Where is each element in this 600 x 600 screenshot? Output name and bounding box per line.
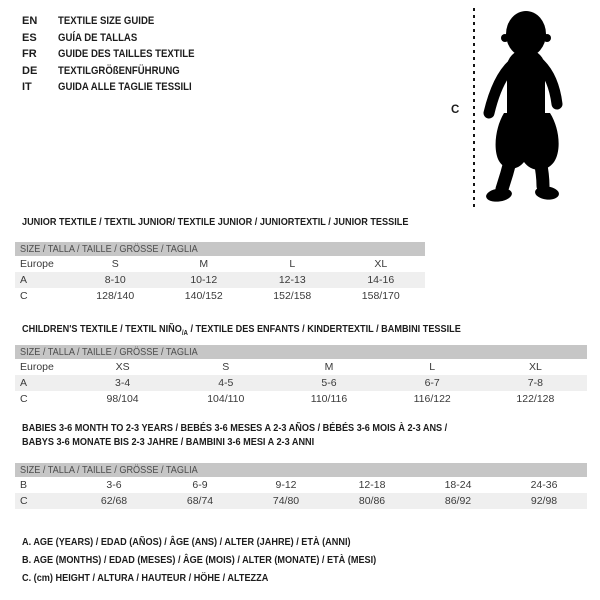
height-cell: 116/122 — [413, 393, 451, 405]
height-cell: 122/128 — [516, 393, 555, 405]
table-row — [15, 493, 587, 509]
table-row — [15, 477, 587, 493]
language-title: TEXTILE SIZE GUIDE — [58, 15, 155, 28]
legend-text-a: A. AGE (YEARS) / EDAD (AÑOS) / ÂGE (ANS) / ALTER (JAHRE) / ETÀ (ANNI) — [22, 536, 351, 549]
age-cell: 6-7 — [424, 377, 440, 389]
children-size-table — [15, 345, 587, 407]
legend-text-b: B. AGE (MONTHS) / EDAD (MESES) / ÂGE (MOIS) / ALTER (MONATE) / ETÀ (MESI) — [22, 554, 377, 567]
row-label: C — [20, 393, 28, 405]
language-code: FR — [22, 48, 37, 61]
height-cell: 86/92 — [444, 495, 472, 507]
legend-line-b — [22, 551, 429, 569]
age-cell: 14-16 — [367, 274, 395, 286]
babies-size-table — [15, 463, 587, 509]
height-cell: 158/170 — [361, 290, 400, 302]
age-cell: 18-24 — [444, 479, 472, 491]
size-header-label: SIZE / TALLA / TAILLE / GRÖSSE / TAGLIA — [20, 464, 198, 476]
height-cell: 62/68 — [100, 495, 128, 507]
row-label: C — [20, 290, 28, 302]
age-cell: 8-10 — [104, 274, 126, 286]
babies-table-title — [22, 421, 511, 449]
size-header-label: SIZE / TALLA / TAILLE / GRÖSSE / TAGLIA — [20, 243, 198, 255]
size-header-bar — [15, 242, 425, 256]
age-cell: 12-18 — [358, 479, 386, 491]
language-row — [22, 79, 215, 96]
baby-silhouette-icon — [483, 10, 565, 203]
row-label: B — [20, 479, 28, 491]
junior-table-title-text: JUNIOR TEXTILE / TEXTIL JUNIOR/ TEXTILE JUNIOR / JUNIORTEXTIL / JUNIOR TESSILE — [22, 216, 409, 228]
size-cell: XL — [374, 258, 388, 270]
language-row — [22, 30, 215, 47]
table-row — [15, 288, 425, 304]
title-pre: CHILDREN'S TEXTILE / TEXTIL NIÑO — [22, 323, 182, 335]
size-header-bar — [15, 463, 587, 477]
height-cell: 80/86 — [358, 495, 386, 507]
size-header-label: SIZE / TALLA / TAILLE / GRÖSSE / TAGLIA — [20, 346, 198, 358]
row-label: Europe — [20, 361, 54, 373]
height-cell: 74/80 — [272, 495, 300, 507]
size-cell: XS — [115, 361, 130, 373]
language-title: GUIDA ALLE TAGLIE TESSILI — [58, 81, 192, 94]
language-code: DE — [22, 64, 38, 77]
language-code: ES — [22, 31, 37, 44]
height-marker-label: C — [451, 104, 460, 116]
table-row — [15, 272, 425, 288]
size-cell: S — [111, 258, 119, 270]
language-title: GUIDE DES TAILLES TEXTILE — [58, 48, 195, 61]
legend-text-c: C. (cm) HEIGHT / ALTURA / HAUTEUR / HÖHE / ALTEZZA — [22, 572, 269, 585]
row-label: C — [20, 495, 28, 507]
size-cell: L — [429, 361, 436, 373]
language-title-list — [22, 13, 215, 96]
junior-table-title — [22, 215, 466, 229]
language-row — [22, 46, 215, 63]
legend-line-c — [22, 569, 429, 587]
age-cell: 6-9 — [192, 479, 208, 491]
height-cell: 104/110 — [207, 393, 245, 405]
height-cell: 128/140 — [96, 290, 135, 302]
junior-size-table — [15, 242, 425, 304]
size-cell: S — [222, 361, 230, 373]
language-title: GUÍA DE TALLAS — [58, 31, 138, 44]
size-cell: M — [199, 258, 209, 270]
row-label: Europe — [20, 258, 54, 270]
table-row — [15, 359, 587, 375]
height-cell: 98/104 — [106, 393, 139, 405]
age-cell: 9-12 — [275, 479, 297, 491]
row-label: A — [20, 274, 28, 286]
height-measure-line — [473, 8, 475, 209]
age-cell: 3-4 — [115, 377, 131, 389]
age-cell: 4-5 — [218, 377, 234, 389]
age-cell: 3-6 — [106, 479, 122, 491]
language-row — [22, 13, 215, 30]
title-sub: /A — [181, 330, 188, 338]
age-cell: 7-8 — [527, 377, 543, 389]
language-code: EN — [22, 15, 38, 28]
babies-title-line2: BABYS 3-6 MONATE BIS 2-3 JAHRE / BAMBINI 3-6 MESI A 2-3 ANNI — [22, 436, 315, 448]
height-cell: 140/152 — [184, 290, 223, 302]
language-code: IT — [22, 81, 32, 94]
children-table-title — [22, 322, 526, 341]
size-cell: XL — [528, 361, 542, 373]
size-cell: M — [324, 361, 334, 373]
children-table-title-text — [22, 322, 461, 341]
age-cell: 24-36 — [530, 479, 558, 491]
age-cell: 10-12 — [190, 274, 218, 286]
table-row — [15, 375, 587, 391]
legend — [22, 533, 429, 588]
age-cell: 12-13 — [278, 274, 306, 286]
height-cell: 152/158 — [273, 290, 312, 302]
height-cell: 110/116 — [310, 393, 348, 405]
size-header-bar — [15, 345, 587, 359]
language-title: TEXTILGRÖßENFÜHRUNG — [58, 64, 180, 77]
table-row — [15, 391, 587, 407]
babies-title-line1: BABIES 3-6 MONTH TO 2-3 YEARS / BEBÉS 3-6 MESES A 2-3 AÑOS / BÉBÉS 3-6 MOIS À 2-3 ANS / — [22, 422, 448, 434]
size-cell: L — [289, 258, 296, 270]
language-row — [22, 63, 215, 80]
row-label: A — [20, 377, 28, 389]
age-cell: 5-6 — [321, 377, 337, 389]
legend-line-a — [22, 533, 429, 551]
height-cell: 92/98 — [530, 495, 558, 507]
height-cell: 68/74 — [186, 495, 214, 507]
title-post: / TEXTILE DES ENFANTS / KINDERTEXTIL / BAMBINI TESSILE — [187, 323, 461, 335]
table-row — [15, 256, 425, 272]
